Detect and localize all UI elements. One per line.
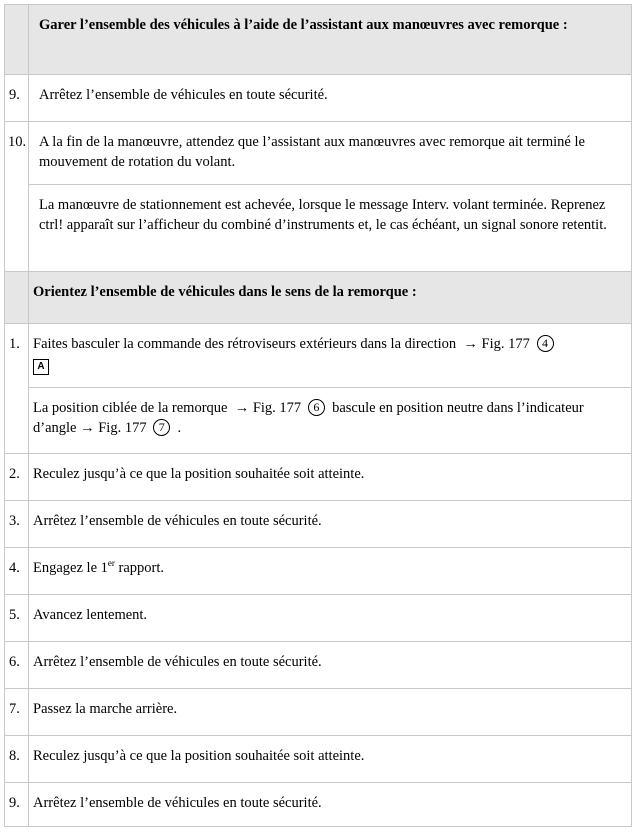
step-text: Reculez jusqu’à ce que la position souhaitée soit atteinte.	[29, 736, 632, 783]
step-text: Arrêtez l’ensemble de véhicules en toute sécurité.	[29, 501, 632, 548]
step-text: Arrêtez l’ensemble de véhicules en toute sécurité.	[29, 642, 632, 689]
header-blank-cell	[5, 5, 29, 75]
step-note: La manœuvre de stationnement est achevée, lorsque le message Interv. volant terminée. Reprenez ctrl! apparaît sur l’afficheur du combiné d’instruments et, le cas échéant, un signal sonore retentit.	[29, 185, 632, 272]
step-number: 9.	[5, 75, 29, 122]
step-number: 7.	[5, 689, 29, 736]
step-text	[29, 324, 632, 388]
section-b-title: Orientez l’ensemble de véhicules dans le sens de la remorque :	[29, 272, 632, 324]
table-row-note	[5, 388, 632, 454]
step-text: Avancez lentement.	[29, 595, 632, 642]
step-text: Arrêtez l’ensemble de véhicules en toute sécurité.	[29, 75, 632, 122]
table-row	[5, 783, 632, 827]
step-note	[29, 388, 632, 454]
table-row	[5, 324, 632, 388]
table-row	[5, 642, 632, 689]
table-row	[5, 122, 632, 185]
step-number: 8.	[5, 736, 29, 783]
note-text: bascule en position neutre dans l’indicateur d’angle	[33, 400, 584, 436]
table-row	[5, 736, 632, 783]
step-number: 10.	[5, 122, 29, 272]
ordinal-suffix: er	[107, 558, 115, 569]
mirror-adjust-key-icon: A	[33, 359, 49, 375]
header-blank-cell	[5, 272, 29, 324]
table-row-note	[5, 185, 632, 272]
figure-reference: → Fig. 177	[80, 420, 147, 436]
step-number: 3.	[5, 501, 29, 548]
table-row	[5, 501, 632, 548]
note-text: .	[177, 420, 182, 436]
callout-number: 6	[308, 399, 325, 416]
step-number: 6.	[5, 642, 29, 689]
step-text-part: Engagez le 1	[33, 560, 108, 576]
step-number: 4.	[5, 548, 29, 595]
step-text: Reculez jusqu’à ce que la position souhaitée soit atteinte.	[29, 454, 632, 501]
note-text: La position ciblée de la remorque	[33, 400, 228, 416]
section-a-header-row	[5, 5, 632, 75]
step-number: 9.	[5, 783, 29, 827]
callout-number: 4	[537, 335, 554, 352]
step-text: A la fin de la manœuvre, attendez que l’assistant aux manœuvres avec remorque ait terminé le mouvement de rotation du volant.	[29, 122, 632, 185]
step-text-part: Faites basculer la commande des rétroviseurs extérieurs dans la direction	[33, 336, 457, 352]
step-number: 5.	[5, 595, 29, 642]
section-a-title: Garer l’ensemble des véhicules à l’aide de l’assistant aux manœuvres avec remorque :	[29, 5, 632, 75]
figure-reference: → Fig. 177	[234, 400, 302, 416]
step-text-part: rapport.	[114, 560, 165, 576]
figure-reference: → Fig. 177	[463, 336, 530, 352]
section-b-header-row	[5, 272, 632, 324]
step-text: Passez la marche arrière.	[29, 689, 632, 736]
instruction-table	[4, 4, 632, 827]
step-text	[29, 548, 632, 595]
step-text: Arrêtez l’ensemble de véhicules en toute sécurité.	[29, 783, 632, 827]
callout-number: 7	[153, 419, 170, 436]
table-row	[5, 689, 632, 736]
step-number: 1.	[5, 324, 29, 454]
table-row	[5, 454, 632, 501]
step-number: 2.	[5, 454, 29, 501]
table-row	[5, 548, 632, 595]
table-row	[5, 595, 632, 642]
table-row	[5, 75, 632, 122]
